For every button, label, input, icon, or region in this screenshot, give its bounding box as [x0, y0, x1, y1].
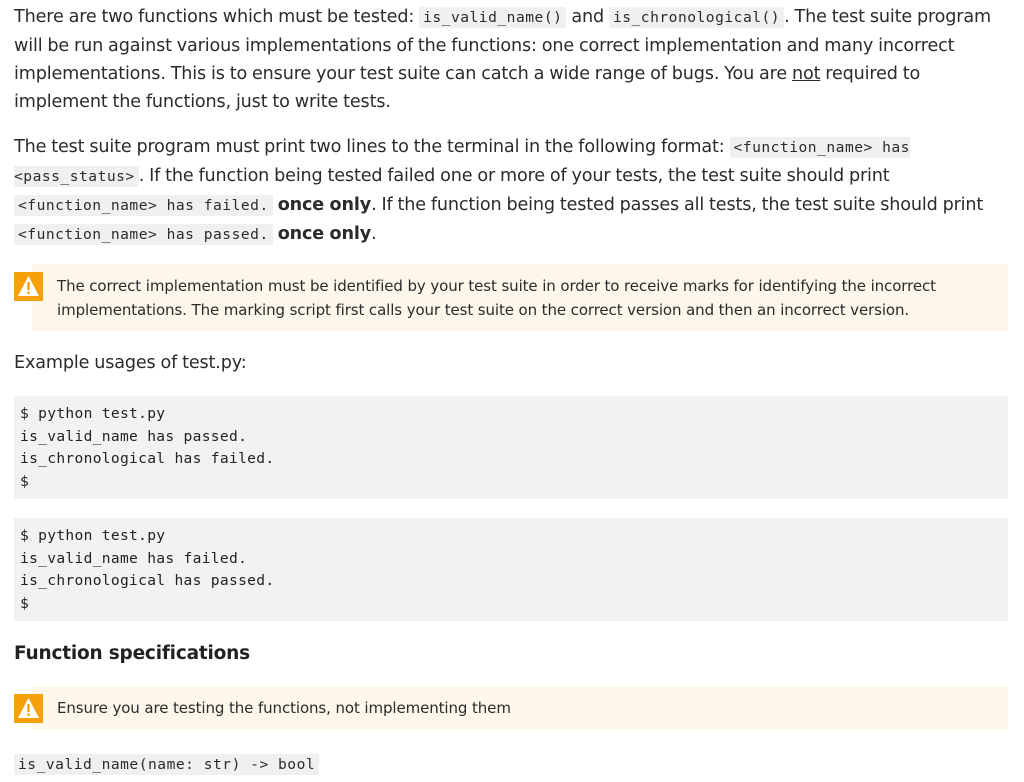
format-paragraph — [14, 133, 1009, 249]
is-valid-name-signature: is_valid_name(name: str) -> bool — [14, 754, 319, 775]
signature-line — [14, 750, 319, 779]
intro-and: and — [566, 7, 609, 27]
warning-icon — [14, 694, 43, 723]
code-example-1 — [14, 396, 1008, 499]
not-emphasis: not — [791, 64, 821, 84]
format-code: <function_name> has <pass_status> — [14, 139, 910, 185]
warning-icon — [14, 272, 43, 301]
callout-text: The correct implementation must be identified by your test suite in order to receive marks for identifying the incorrect implementations. The marking script first calls your test suite on the correct version and then an incorrect version. — [57, 277, 936, 319]
warning-callout-testing — [32, 686, 1008, 730]
code-example-2 — [14, 518, 1008, 621]
callout-text: Ensure you are testing the functions, not implementing them — [57, 699, 511, 717]
passed-code: <function_name> has passed. — [14, 224, 273, 245]
failed-code: <function_name> has failed. — [14, 195, 273, 216]
code-line: $ — [20, 594, 30, 612]
fn-is-valid-name-code: is_valid_name() — [419, 7, 566, 28]
code-line: $ python test.py — [20, 405, 166, 422]
intro-paragraph — [14, 3, 1009, 116]
format-text: The test suite program must print two lines to the terminal in the following format: — [14, 137, 730, 157]
code-line: is_valid_name has failed. — [20, 549, 248, 567]
code-line: is_valid_name has passed. — [20, 427, 248, 445]
code-line: $ — [20, 472, 30, 490]
fn-is-chronological-code: is_chronological() — [609, 7, 784, 28]
function-specifications-heading: Function specifications — [14, 643, 250, 664]
code-line: is_chronological has failed. — [20, 450, 275, 467]
intro-text-2: . The test suite program will be run against various implementations of the functions: one correct implementation and many incorrect implementations. This is to ensure your test suite can catch a wide range of bugs. You are — [14, 7, 991, 84]
intro-text: There are two functions which must be tested: — [14, 7, 420, 27]
once-only-2: once only — [277, 224, 372, 244]
code-line: $ python test.py — [20, 527, 166, 544]
intro-text-3: required to implement the functions, just to write tests. — [14, 64, 921, 112]
format-text-3: . If the function being tested passes all tests, the test suite should print — [371, 195, 984, 215]
code-line: is_chronological has passed. — [20, 572, 275, 589]
example-label: Example usages of test.py: — [14, 353, 247, 373]
warning-callout-correct-impl — [32, 264, 1008, 331]
format-text-2: . If the function being tested failed one or more of your tests, the test suite should print — [138, 166, 890, 186]
format-end: . — [371, 224, 377, 244]
once-only-1: once only — [277, 195, 372, 215]
